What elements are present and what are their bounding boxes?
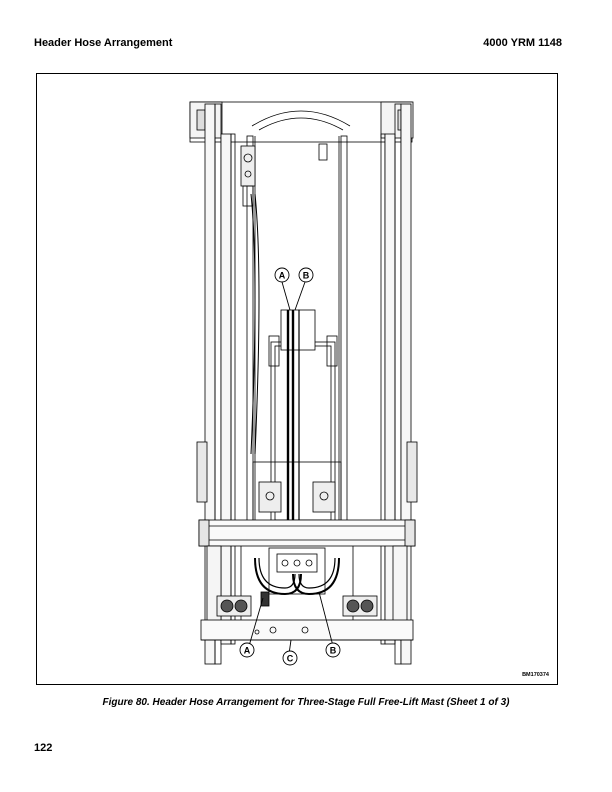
callout-a-top: A bbox=[278, 270, 286, 281]
callout-a-bottom: A bbox=[243, 645, 251, 656]
callout-b-top: B bbox=[302, 270, 310, 281]
mast-drawing bbox=[37, 74, 559, 686]
callout-b-bottom: B bbox=[329, 645, 337, 656]
figure-image-id: BM170374 bbox=[522, 672, 549, 678]
section-title: Header Hose Arrangement bbox=[34, 37, 173, 49]
document-number: 4000 YRM 1148 bbox=[483, 37, 562, 49]
figure-frame bbox=[36, 73, 558, 685]
figure-caption: Figure 80. Header Hose Arrangement for Three-Stage Full Free-Lift Mast (Sheet 1 of 3) bbox=[102, 697, 510, 708]
callout-c-bottom: C bbox=[286, 653, 294, 664]
page-number: 122 bbox=[34, 742, 53, 754]
